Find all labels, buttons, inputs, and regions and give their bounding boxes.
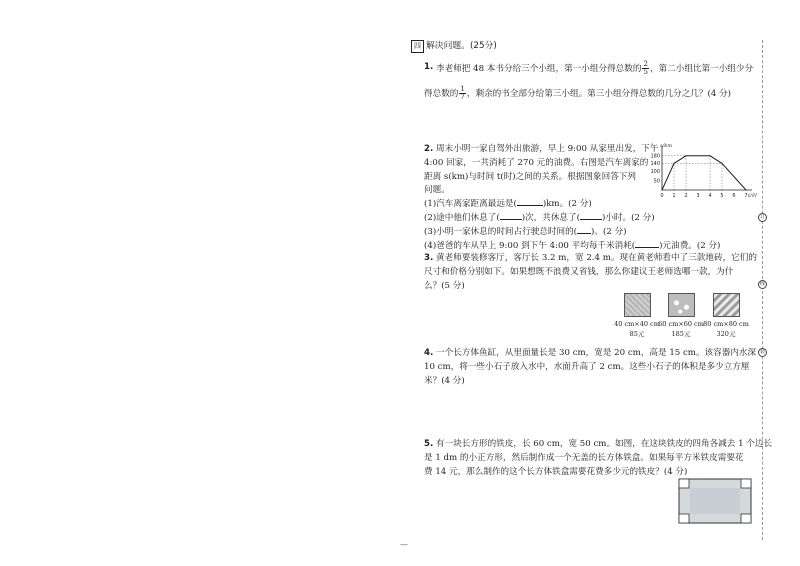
chart-x-tick-label: 0 xyxy=(660,193,664,199)
q1-fraction-1: $\frac{2}{5}$ xyxy=(643,60,648,76)
q3-line2: 尺寸和价格分别如下。如果想既不浪费又省钱，那么你建议王老师选哪一款，为什 xyxy=(424,267,734,277)
q2-line3: 距离 s(km)与时间 t(时)之间的关系。根据图象回答下列 xyxy=(424,172,636,182)
page-footer: — xyxy=(400,540,408,549)
tile-option-1-price: 85元 xyxy=(629,330,645,338)
chart-y-tick-label: 50 xyxy=(653,178,660,185)
q1-line2 xyxy=(424,86,731,101)
q1-text: 得总数的 xyxy=(424,89,459,99)
chart-x-tick-label: 4 xyxy=(708,193,712,199)
chart-x-tick-label: 6 xyxy=(732,193,736,199)
chart-y-tick-label: 180 xyxy=(650,153,660,160)
section-title: 解决问题。(25分) xyxy=(426,41,497,51)
q2-sub3: (3)小明一家休息的时间占行驶总时间的( )。(2 分) xyxy=(424,227,627,237)
q1-text: ，第二小组比第一小组少分 xyxy=(649,64,754,74)
tile-option-2-size: 60 cm×60 cm xyxy=(658,320,704,328)
q2-line4: 问题。 xyxy=(424,185,450,195)
q5-line1: 有一块长方形的铁皮，长 60 cm，宽 50 cm。如图，在这块铁皮的四角各减去 1 个边长 xyxy=(436,439,773,449)
q4-line3: 米？(4 分) xyxy=(424,376,465,386)
chart-x-axis-label: t/时 xyxy=(748,193,757,199)
q2-number: 2. xyxy=(424,144,434,154)
q3-number: 3. xyxy=(424,253,434,263)
chart-x-tick-label: 5 xyxy=(720,193,724,199)
tile-option-3-price: 320元 xyxy=(716,330,736,338)
tile-option-3-size: 80 cm×80 cm xyxy=(703,320,749,328)
binding-mark-3: 装 xyxy=(759,349,765,355)
q2-line2: 4:00 回家，一共消耗了 270 元的油费。右图是汽车离家的 xyxy=(424,158,649,168)
binding-mark-2: 线 xyxy=(759,281,765,287)
iron-sheet-diagram xyxy=(678,478,752,524)
q4-line2: 10 cm，将一些小石子放入水中，水面升高了 2 cm。这些小石子的体积是多少立方厘 xyxy=(424,362,750,372)
chart-x-tick-label: 2 xyxy=(684,193,688,199)
q5-number: 5. xyxy=(424,439,434,449)
chart-series-line xyxy=(662,156,746,190)
q2-sub2: (2)途中他们休息了( )次，共休息了( )小时。(2 分) xyxy=(424,213,655,223)
q4-number: 4. xyxy=(424,348,434,358)
chart-x-tick-label: 3 xyxy=(696,193,700,199)
section-badge: 四 xyxy=(411,40,424,53)
q2-sub4: (4)爸爸的车从早上 9:00 到下午 4:00 平均每千米消耗( )元油费。(2 分) xyxy=(424,241,721,251)
q1-text: 李老师把 48 本书分给三个小组，第一小组分得总数的 xyxy=(436,64,642,74)
q3-line1: 黄老师要装修客厅，客厅长 3.2 m，宽 2.4 m。现在黄老师看中了三款地砖，它们的 xyxy=(436,253,757,263)
q1-number: 1. xyxy=(424,62,434,72)
chart-y-tick-label: 100 xyxy=(650,168,660,175)
tile-option-1-image xyxy=(624,293,651,317)
tile-option-1-size: 40 cm×40 cm xyxy=(614,320,660,328)
chart-x-tick-label: 1 xyxy=(672,193,676,199)
q2-line1: 周末小明一家自驾外出旅游，早上 9:00 从家里出发，下午 xyxy=(436,144,659,154)
q5-line3: 费 14 元，那么制作的这个长方体铁盒需要花费多少元的铁皮？(4 分) xyxy=(424,467,688,477)
q1-line1 xyxy=(436,61,753,76)
tile-option-2-image xyxy=(668,293,695,317)
distance-time-chart xyxy=(640,140,760,210)
q2-sub1: (1)汽车离家距离最远是( )km。(2 分) xyxy=(424,199,592,209)
chart-x-tick-label: 7 xyxy=(744,193,748,199)
binding-mark-1: 订 xyxy=(759,214,765,220)
binding-line xyxy=(762,40,763,540)
q1-text: ，剩余的书全部分给第三小组。第三小组分得总数的几分之几？(4 分) xyxy=(466,89,731,99)
chart-y-axis-label: s/km xyxy=(660,143,673,149)
q1-fraction-2: $\frac{1}{7}$ xyxy=(460,85,465,101)
tile-option-2-price: 185元 xyxy=(671,330,691,338)
q5-line2: 是 1 dm 的小正方形，然后制作成一个无盖的长方体铁盒。如果每平方米铁皮需要花 xyxy=(424,453,744,463)
q3-line3: 么？(5 分) xyxy=(424,281,465,291)
tile-option-3-image xyxy=(713,293,740,317)
q4-line1: 一个长方体鱼缸，从里面量长是 30 cm，宽是 20 cm，高是 15 cm。该容器内水深 xyxy=(436,348,757,358)
chart-y-tick-label: 140 xyxy=(650,161,660,168)
